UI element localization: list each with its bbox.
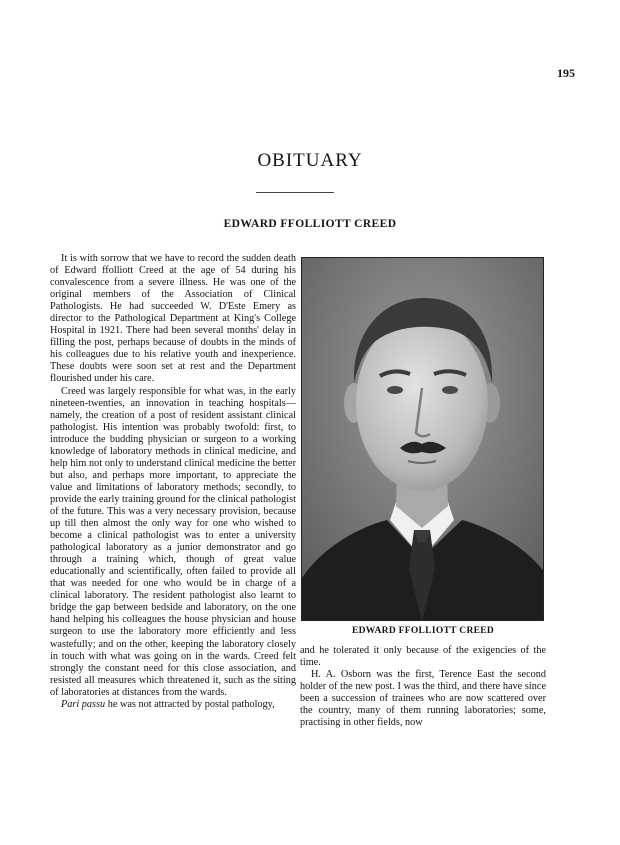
body-paragraph-1: It is with sorrow that we have to record the sudden death of Edward ffolliott Creed at the age of 54 during his convalescence from a severe illness. He was one of the original members of the Association of Clinical Pathologists. He had succeeded W. D'Este Emery as director to the Pathological Department at King's College Hospital in 1921. There had been several months' delay in filling the post, perhaps because of doubts in the minds of his colleagues due to his relative youth and inexperience. These doubts were soon set at rest and the Department flourished under his care.: [50, 253, 296, 385]
section-title: OBITUARY: [257, 150, 363, 171]
right-column-text: [300, 645, 546, 729]
body-paragraph-3-text: he was not attracted by postal pathology,: [105, 698, 275, 710]
heading-divider: [256, 192, 334, 193]
body-paragraph-4: H. A. Osborn was the first, Terence East the second holder of the new post. I was the third, and there have since been a succession of trainees who are now scattered over the country, many of them running laboratories; some, practising in other fields, now: [300, 669, 546, 729]
portrait-photograph: [301, 257, 544, 621]
body-paragraph-2: Creed was largely responsible for what was, in the early nineteen-twenties, an innovation in teaching hospitals—namely, the creation of a post of resident assistant clinical pathologist. His intention was probably twofold: first, to introduce the budding physician or surgeon to a working knowledge of laboratory methods in clinical medicine, and help him not only to understand clinical medicine the better but also, and perhaps more important, to appreciate the value and limitations of laboratory methods; secondly, to provide the early training ground for the clinical pathologist of the future. This was a very necessary provision, because up till then almost the only way for one who wished to become a clinical pathologist was to enter a university pathological laboratory as a junior demonstrator and go through a training which, though of great value educationally and scientifically, often failed to provide all that was needed for one who would be in charge of a clinical laboratory. The resident pathologist also learnt to bridge the gap between bedside and laboratory, on the one hand helping his colleagues the house physician and house surgeon to use the laboratory more efficiently and less wastefully; and on the other, keeping the laboratory closely in touch with what was going on in the wards. Creed felt strongly the constant need for this close association, and resisted all measures which threatened it, such as the siting of laboratories at distances from the wards.: [50, 385, 296, 698]
portrait-caption: EDWARD FFOLLIOTT CREED: [351, 626, 495, 636]
subject-name-heading: EDWARD FFOLLIOTT CREED: [223, 218, 397, 230]
latin-phrase: Pari passu: [61, 698, 106, 710]
continued-paragraph: and he tolerated it only because of the exigencies of the time.: [300, 645, 546, 669]
body-paragraph-3: [50, 699, 296, 711]
left-column: [50, 253, 296, 711]
page-number: 195: [557, 66, 575, 80]
